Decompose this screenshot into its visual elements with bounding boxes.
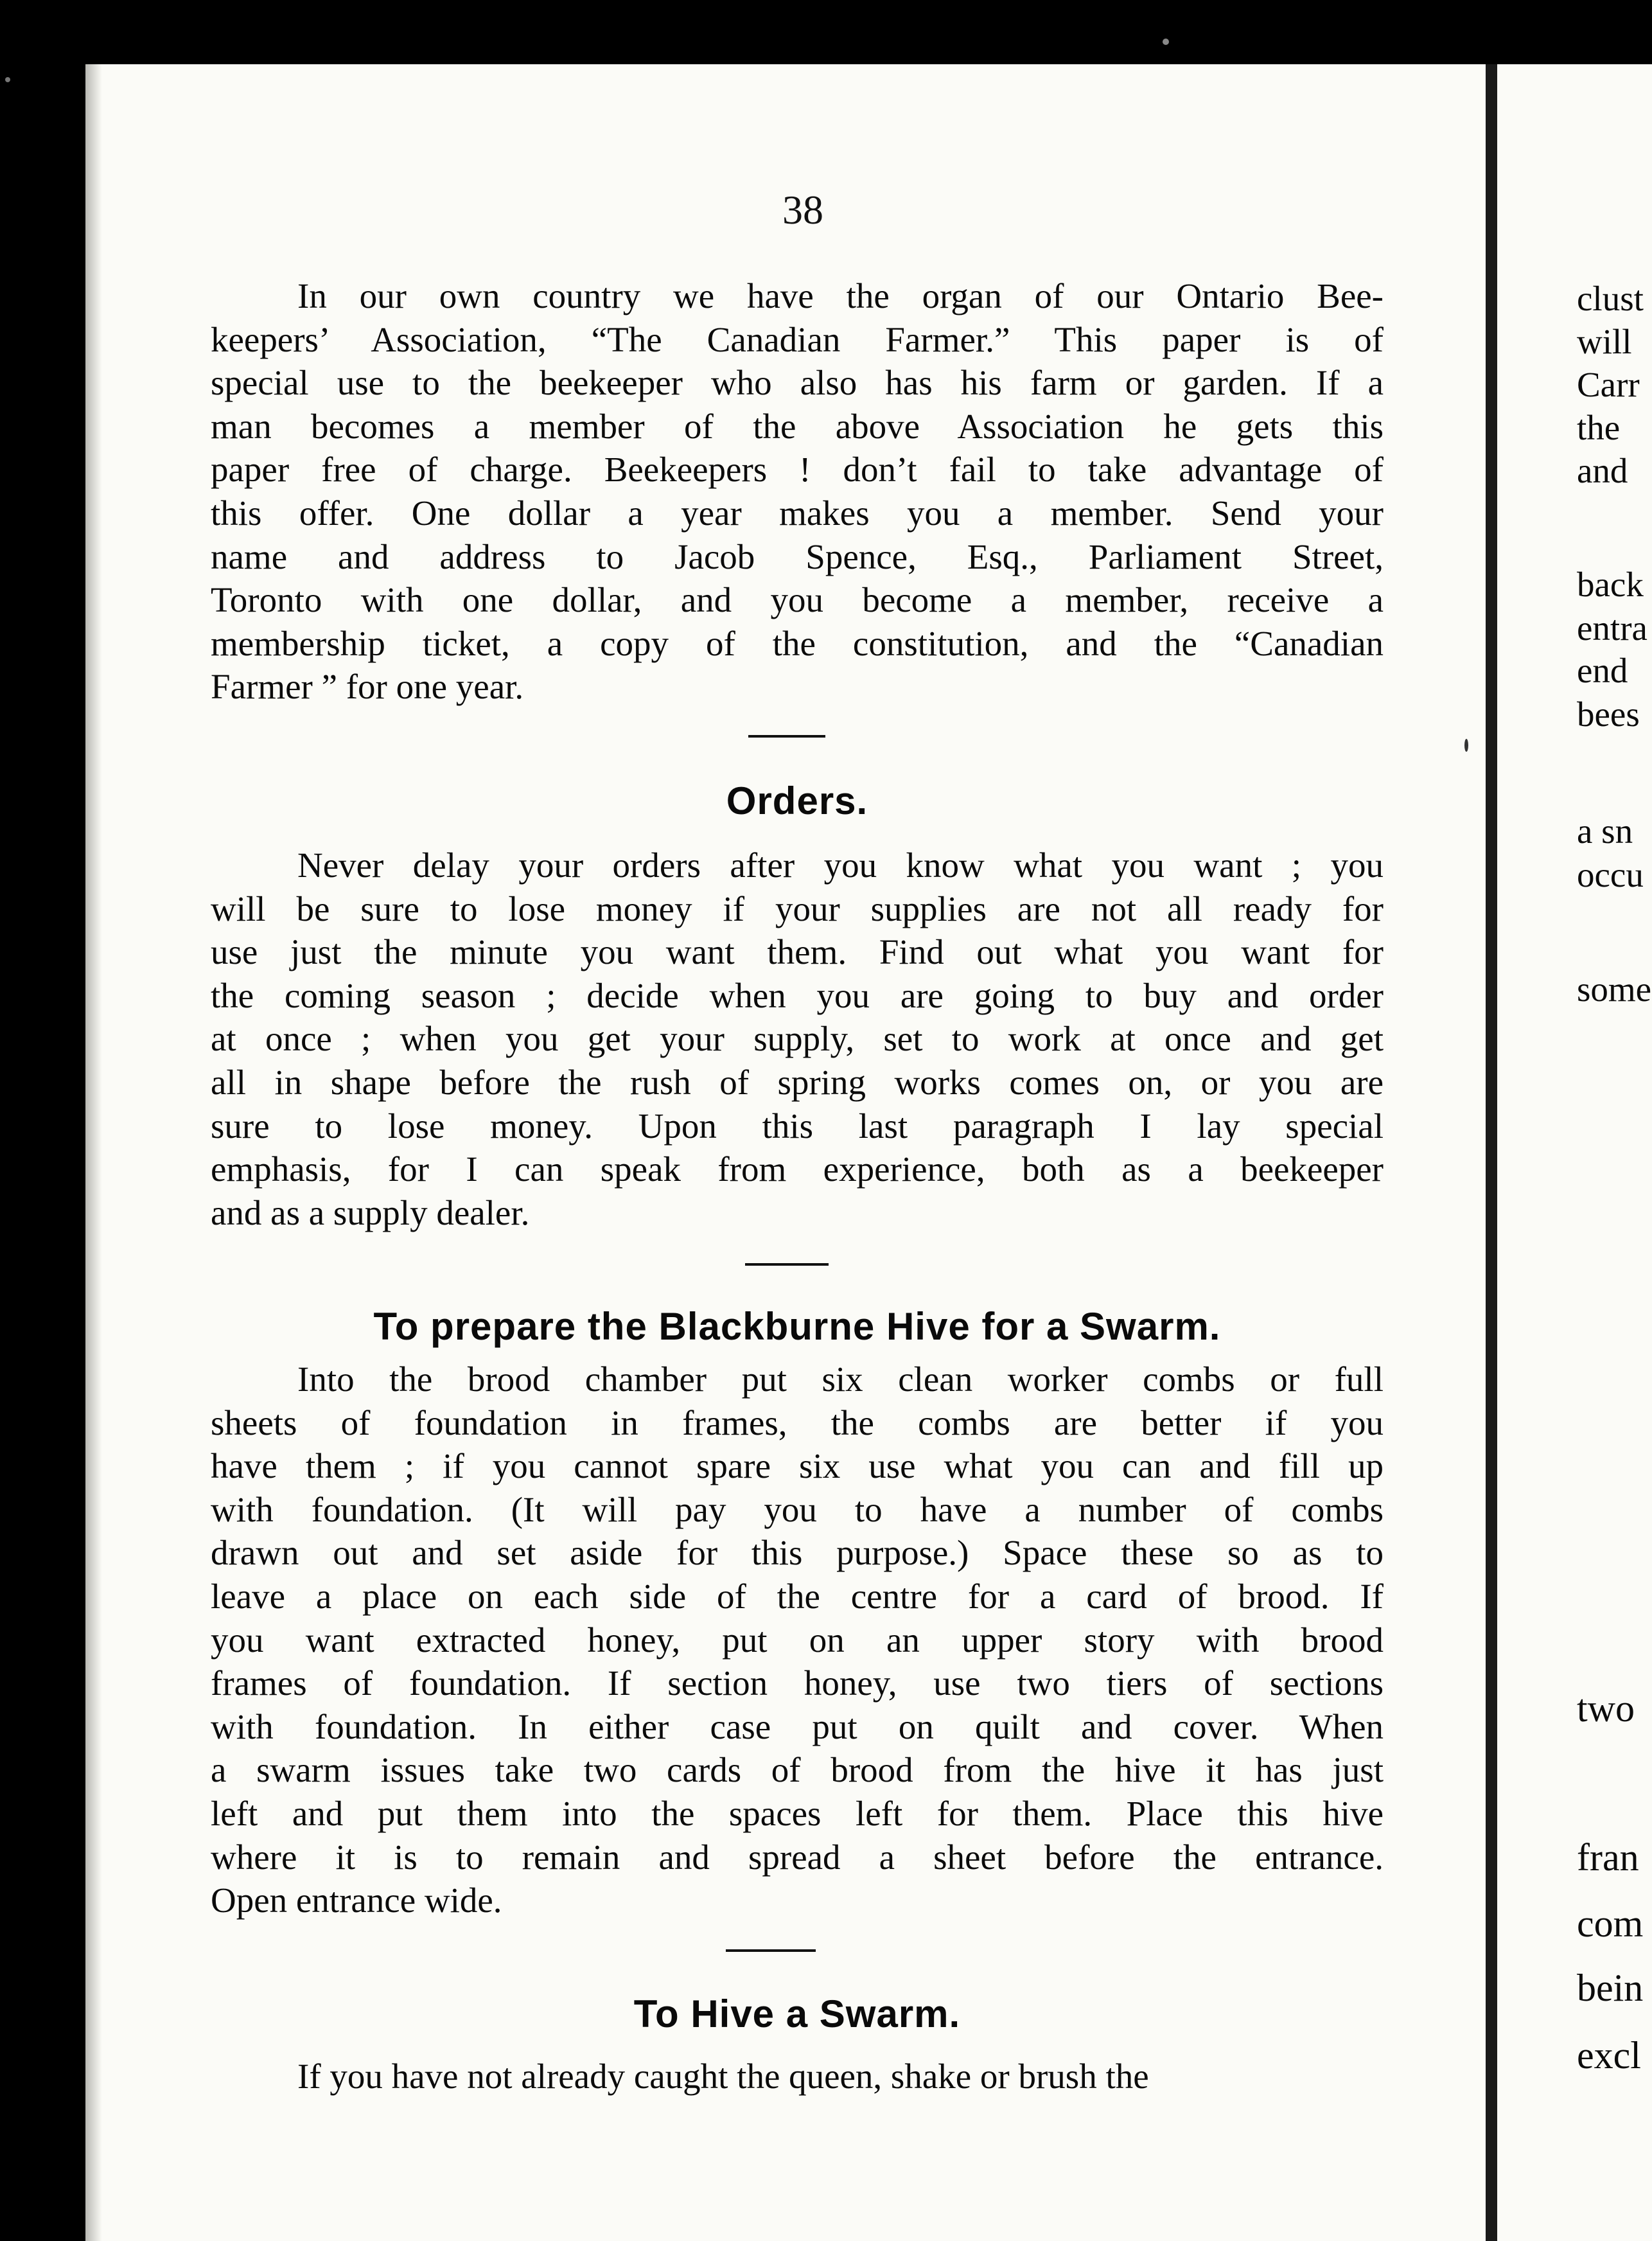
- paragraph-hive-swarm: [211, 2055, 1384, 2098]
- right-page-fragment: clust: [1577, 279, 1644, 318]
- paragraph-organ: [211, 274, 1384, 709]
- text-line: all in shape before the rush of spring works comes on, or you are: [211, 1062, 1384, 1102]
- text-line: left and put them into the spaces left for them. Place this hive: [211, 1793, 1384, 1833]
- paper-speck: [1464, 739, 1468, 752]
- text-line: use just the minute you want them. Find out what you want for: [211, 932, 1384, 972]
- text-line: Toronto with one dollar, and you become a member, receive a: [211, 580, 1384, 620]
- text-line: will be sure to lose money if your supplies are not all ready for: [211, 889, 1384, 928]
- text-line: with foundation. (It will pay you to have a number of combs: [211, 1489, 1384, 1529]
- section-divider: [726, 1949, 816, 1952]
- right-page-fragment: two: [1577, 1687, 1635, 1730]
- heading-prepare-hive: To prepare the Blackburne Hive for a Swarm.: [373, 1305, 1221, 1348]
- section-divider: [745, 1263, 829, 1266]
- right-page-fragment: the: [1577, 408, 1621, 447]
- paragraph-prepare-hive: [211, 1358, 1384, 1922]
- page-gutter: [1486, 64, 1497, 2241]
- heading-hive-swarm: To Hive a Swarm.: [633, 1992, 961, 2035]
- right-page-fragment: and: [1577, 451, 1628, 490]
- right-page-fragment: Carr: [1577, 365, 1640, 404]
- right-page-fragment: excl: [1577, 2034, 1641, 2077]
- text-line: Farmer ” for one year.: [211, 667, 524, 707]
- right-page-fragment: bein: [1577, 1967, 1644, 2009]
- text-line: drawn out and set aside for this purpose.) Space these so as to: [211, 1533, 1384, 1573]
- text-line: man becomes a member of the above Association he gets this: [211, 406, 1384, 446]
- right-page-fragment: occu: [1577, 855, 1644, 894]
- text-line: this offer. One dollar a year makes you a member. Send your: [211, 493, 1384, 533]
- text-line: with foundation. In either case put on quilt and cover. When: [211, 1706, 1384, 1746]
- text-line: at once ; when you get your supply, set to work at once and get: [211, 1019, 1384, 1059]
- heading-orders: Orders.: [726, 779, 868, 822]
- text-line: the coming season ; decide when you are going to buy and order: [211, 975, 1384, 1015]
- text-line: have them ; if you cannot spare six use what you can and fill up: [211, 1446, 1384, 1486]
- text-line: frames of foundation. If section honey, use two tiers of sections: [211, 1663, 1384, 1703]
- page-number: 38: [782, 187, 823, 233]
- text-line: paper free of charge. Beekeepers ! don’t fail to take advantage of: [211, 450, 1384, 490]
- text-line: Open entrance wide.: [211, 1881, 502, 1920]
- text-line: special use to the beekeeper who also has his farm or garden. If a: [211, 363, 1384, 403]
- right-page-fragment: end: [1577, 651, 1628, 690]
- text-line: where it is to remain and spread a sheet before the entrance.: [211, 1837, 1384, 1877]
- right-page-fragment: a sn: [1577, 811, 1633, 851]
- text-line: and as a supply dealer.: [211, 1192, 530, 1232]
- text-line: Never delay your orders after you know what you want ; you: [297, 846, 1384, 885]
- text-line: Into the brood chamber put six clean worker combs or full: [297, 1360, 1384, 1399]
- right-page-fragment: some: [1577, 970, 1652, 1009]
- right-page-fragment: com: [1577, 1902, 1644, 1945]
- text-line: membership ticket, a copy of the constitution, and the “Canadian: [211, 623, 1384, 663]
- text-line: you want extracted honey, put on an upper story with brood: [211, 1620, 1384, 1660]
- right-page-fragment: fran: [1577, 1836, 1639, 1879]
- text-line: name and address to Jacob Spence, Esq., Parliament Street,: [211, 536, 1384, 576]
- text-line: sure to lose money. Upon this last paragraph I lay special: [211, 1106, 1384, 1146]
- right-page-fragment: back: [1577, 565, 1644, 604]
- text-line: keepers’ Association, “The Canadian Farmer.” This paper is of: [211, 319, 1384, 359]
- paragraph-orders: [211, 844, 1384, 1234]
- right-page-fragment: bees: [1577, 695, 1640, 734]
- paper-speck: [1163, 39, 1169, 45]
- text-line: leave a place on each side of the centre for a card of brood. If: [211, 1576, 1384, 1616]
- paper-speck: [5, 77, 10, 82]
- page-edge-shadow: [85, 64, 102, 2241]
- text-line: In our own country we have the organ of our Ontario Bee-: [297, 276, 1384, 315]
- text-line: If you have not already caught the queen, shake or brush the: [297, 2057, 1149, 2096]
- right-page-fragment: entra: [1577, 608, 1648, 648]
- text-line: a swarm issues take two cards of brood from the hive it has just: [211, 1750, 1384, 1790]
- text-line: emphasis, for I can speak from experience, both as a beekeeper: [211, 1149, 1384, 1189]
- right-page-fragment: will: [1577, 322, 1632, 361]
- section-divider: [748, 735, 825, 738]
- text-line: sheets of foundation in frames, the combs are better if you: [211, 1403, 1384, 1442]
